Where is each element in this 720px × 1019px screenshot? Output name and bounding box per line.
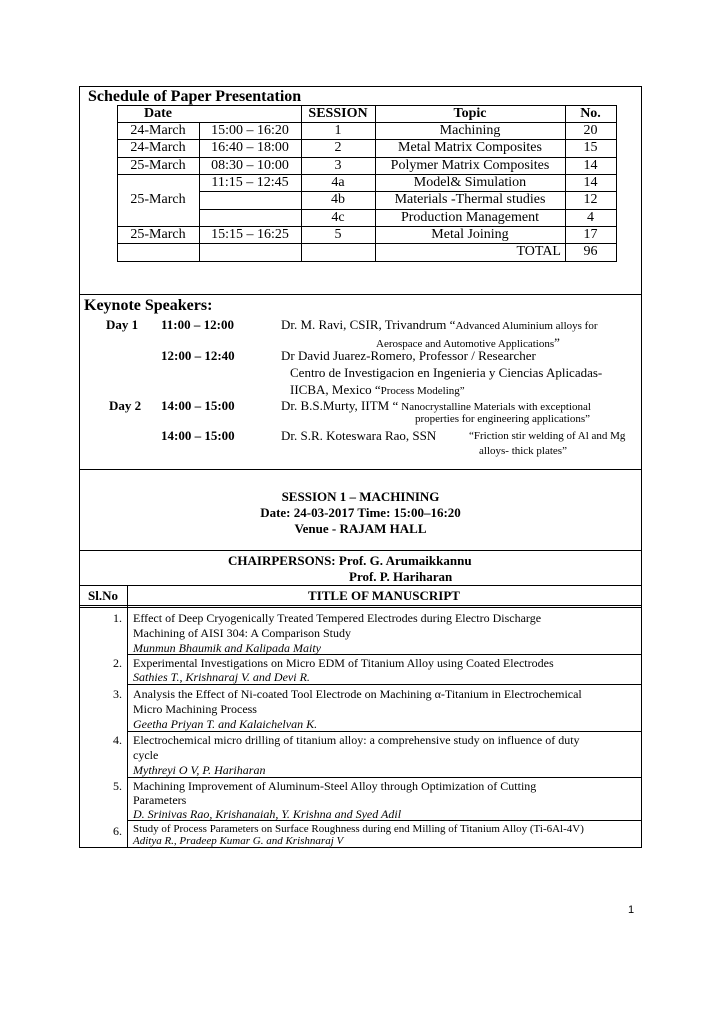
row-count: 14: [583, 158, 598, 173]
manuscript-number: 1.: [113, 611, 122, 625]
day1-label: Day 1: [106, 317, 139, 332]
keynote-affiliation: Centro de Investigacion en Ingenieria y Ciencias Aplicadas-: [290, 365, 603, 380]
row-count: 4: [587, 210, 594, 225]
header-topic: Topic: [453, 106, 487, 121]
keynote-topic: “Friction stir welding of Al and Mg: [469, 430, 626, 442]
manuscript-authors: Mythreyi O V, P. Hariharan: [133, 763, 266, 777]
chairpersons: CHAIRPERSONS: Prof. G. Arumaikkannu: [228, 553, 472, 568]
session-venue: Venue - RAJAM HALL: [294, 521, 427, 536]
manuscript-title: cycle: [133, 748, 159, 762]
keynote-time: 14:00 – 15:00: [161, 428, 235, 443]
row-topic: Metal Matrix Composites: [398, 140, 542, 155]
row-session: 2: [334, 140, 342, 155]
row-session: 4b: [331, 192, 345, 207]
manuscript-title: Parameters: [133, 793, 187, 807]
header-no: No.: [580, 106, 601, 121]
session-heading: SESSION 1 – MACHINING: [281, 489, 440, 504]
row-time: 16:40 – 18:00: [211, 140, 289, 155]
page-number: 1: [628, 904, 635, 916]
manuscript-title: Experimental Investigations on Micro EDM of Titanium Alloy using Coated Electrodes: [133, 656, 554, 670]
row-time: 08:30 – 10:00: [211, 158, 289, 173]
row-time: 15:00 – 16:20: [211, 123, 289, 138]
keynote-title: Keynote Speakers:: [84, 297, 213, 314]
row-topic: Production Management: [400, 210, 540, 225]
manuscript-title: Machining Improvement of Aluminum-Steel Alloy through Optimization of Cutting: [133, 779, 537, 793]
column-slno: Sl.No: [88, 588, 118, 603]
schedule-title: Schedule of Paper Presentation: [88, 88, 302, 105]
manuscript-authors: Geetha Priyan T. and Kalaichelvan K.: [133, 717, 318, 731]
manuscript-number: 3.: [113, 687, 122, 701]
header-date: Date: [144, 106, 172, 121]
row-topic: Metal Joining: [431, 227, 509, 242]
row-topic: Polymer Matrix Composites: [390, 158, 550, 173]
manuscript-title: Study of Process Parameters on Surface Roughness during end Milling of Titanium Alloy (Ti-6Al-4V): [133, 823, 584, 835]
manuscript-title: Analysis the Effect of Ni-coated Tool Electrode on Machining α-Titanium in Electrochemical: [133, 687, 582, 701]
manuscript-authors: Sathies T., Krishnaraj V. and Devi R.: [133, 670, 310, 684]
column-title: TITLE OF MANUSCRIPT: [308, 588, 460, 603]
row-session: 3: [334, 158, 342, 173]
chairperson-2: Prof. P. Hariharan: [349, 569, 453, 584]
row-session: 4c: [331, 210, 345, 225]
row-date: 25-March: [130, 158, 186, 173]
total-value: 96: [583, 244, 598, 259]
row-date: 25-March: [130, 192, 186, 207]
row-count: 15: [583, 140, 598, 155]
row-topic: Materials -Thermal studies: [394, 192, 546, 207]
manuscript-title: Micro Machining Process: [133, 702, 257, 716]
row-session: 4a: [331, 175, 345, 190]
row-session: 1: [334, 123, 342, 138]
keynote-speaker: Dr David Juarez-Romero, Professor / Researcher: [281, 348, 536, 363]
keynote-topic: alloys- thick plates”: [479, 445, 567, 457]
keynote-speaker: Dr. M. Ravi, CSIR, Trivandrum “Advanced Aluminium alloys for: [281, 317, 598, 332]
header-session: SESSION: [308, 106, 368, 121]
manuscript-title: Electrochemical micro drilling of titanium alloy: a comprehensive study on influence of duty: [133, 733, 580, 747]
row-topic: Machining: [439, 123, 501, 138]
keynote-topic: properties for engineering applications”: [415, 413, 591, 425]
keynote-speaker: Dr. B.S.Murty, IITM “ Nanocrystalline Materials with exceptional: [281, 398, 591, 413]
manuscript-number: 6.: [113, 824, 122, 838]
row-topic: Model& Simulation: [413, 175, 527, 190]
keynote-topic: Aerospace and Automotive Applications”: [376, 335, 560, 350]
keynote-speaker: Dr. S.R. Koteswara Rao, SSN: [281, 428, 437, 443]
manuscript-number: 5.: [113, 779, 122, 793]
day2-label: Day 2: [109, 398, 142, 413]
keynote-time: 11:00 – 12:00: [161, 317, 234, 332]
row-count: 14: [583, 175, 598, 190]
row-date: 24-March: [130, 123, 186, 138]
row-time: 11:15 – 12:45: [211, 175, 289, 190]
row-date: 24-March: [130, 140, 186, 155]
keynote-time: 12:00 – 12:40: [161, 348, 235, 363]
total-label: TOTAL: [516, 244, 561, 259]
manuscript-title: Effect of Deep Cryogenically Treated Tempered Electrodes during Electro Discharge: [133, 611, 542, 625]
row-count: 17: [583, 227, 598, 242]
manuscript-authors: Aditya R., Pradeep Kumar G. and Krishnaraj V: [133, 835, 344, 847]
manuscript-authors: D. Srinivas Rao, Krishanaiah, Y. Krishna and Syed Adil: [133, 807, 402, 821]
manuscript-authors: Munmun Bhaumik and Kalipada Maity: [133, 641, 321, 655]
manuscript-number: 2.: [113, 656, 122, 670]
keynote-affiliation: IICBA, Mexico “Process Modeling”: [290, 382, 465, 397]
manuscript-number: 4.: [113, 733, 122, 747]
manuscript-title: Machining of AISI 304: A Comparison Study: [133, 626, 352, 640]
row-date: 25-March: [130, 227, 186, 242]
keynote-time: 14:00 – 15:00: [161, 398, 235, 413]
row-session: 5: [334, 227, 342, 242]
session-datetime: Date: 24-03-2017 Time: 15:00–16:20: [260, 505, 461, 520]
row-count: 12: [583, 192, 598, 207]
row-count: 20: [583, 123, 598, 138]
row-time: 15:15 – 16:25: [211, 227, 289, 242]
